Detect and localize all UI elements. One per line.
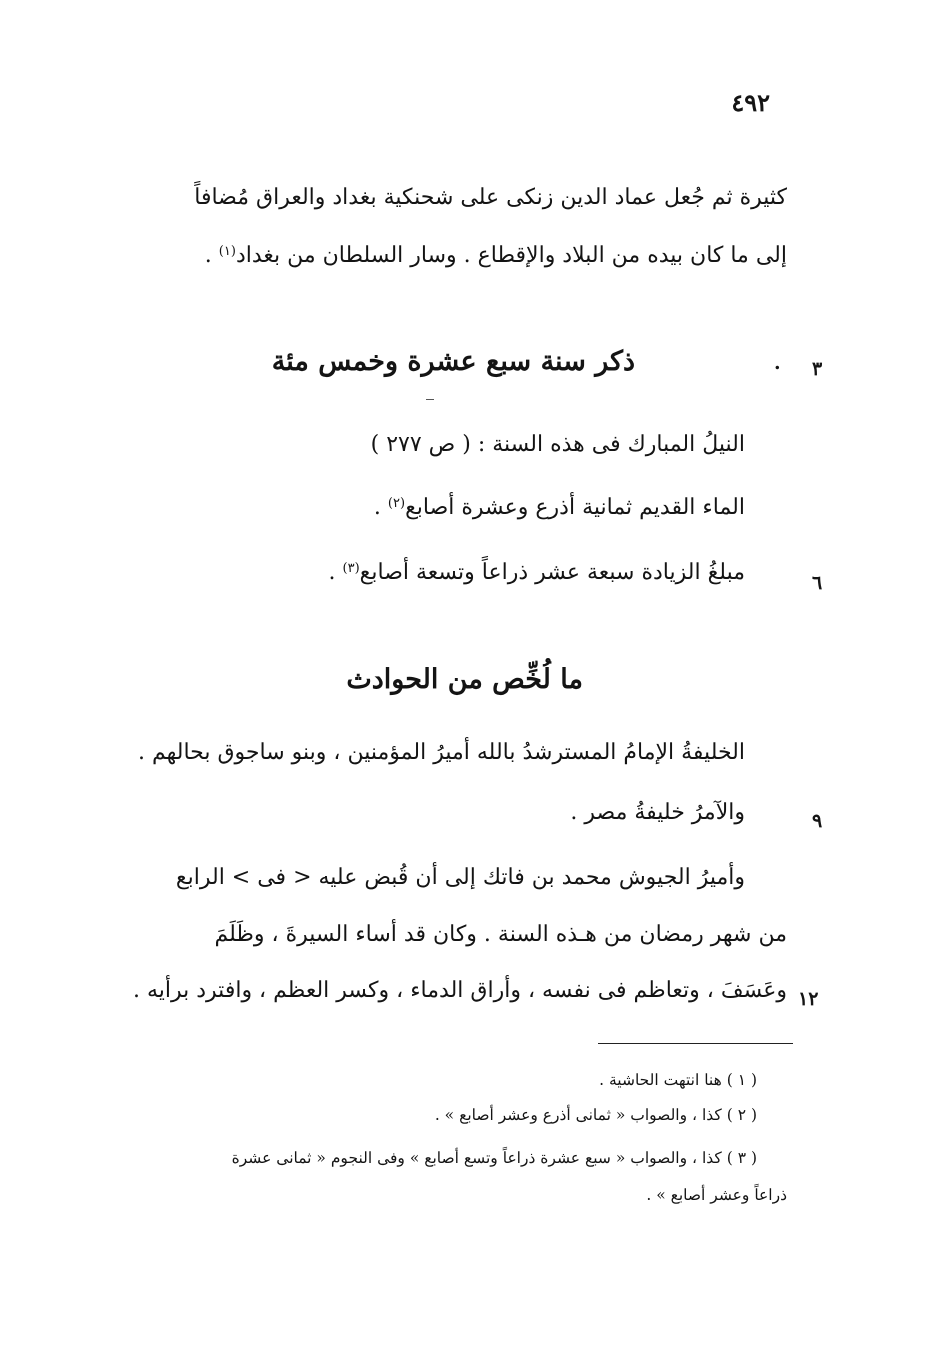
events-line-2: والآمرُ خليفةُ مصر . bbox=[570, 800, 745, 825]
footnote-3-continued: ذراعاً وعشر أصابع » . bbox=[646, 1186, 787, 1204]
line-number-12: ١٢ bbox=[798, 988, 819, 1010]
footnote-ref-1: (١) bbox=[218, 244, 236, 259]
nile-line-2-end: . bbox=[373, 495, 381, 520]
footnote-3: ( ٣ ) كذا ، والصواب « سبع عشرة ذراعاً وتسع أصابع » وفى النجوم « ثمانى عشرة bbox=[231, 1149, 757, 1167]
nile-line-3 bbox=[329, 560, 745, 585]
nile-line-3-body: مبلغُ الزيادة سبعة عشر ذراعاً وتسعة أصابع bbox=[359, 560, 745, 585]
footnote-ref-3: (٣) bbox=[342, 561, 360, 576]
text-line-2 bbox=[205, 243, 787, 268]
section-heading-year: ذكر سنة سبع عشرة وخمس مئة bbox=[271, 346, 635, 377]
nile-line-2-body: الماء القديم ثمانية أذرع وعشرة أصابع bbox=[405, 495, 745, 520]
events-line-4: من شهر رمضان من هـذه السنة . وكان قد أساء السيرةَ ، وظَلَمَ bbox=[214, 922, 787, 947]
footnote-2: ( ٢ ) كذا ، والصواب « ثمانى أذرع وعشر أصابع » . bbox=[434, 1106, 757, 1124]
events-line-1: الخليفةُ الإمامُ المسترشدُ بالله أميرُ المؤمنين ، وبنو ساجوق بحالهم . bbox=[138, 740, 745, 765]
section-heading-events: ما لُخِّص من الحوادث bbox=[346, 664, 583, 695]
line-number-9: ٩ bbox=[812, 810, 823, 832]
footnote-separator bbox=[598, 1043, 793, 1044]
events-line-5: وعَسَفَ ، وتعاظم فى نفسه ، وأراق الدماء ، وكسر العظم ، وافترد برأيه . bbox=[132, 978, 787, 1003]
nile-line-1: النيلُ المبارك فى هذه السنة : ( ص ٢٧٧ ) bbox=[370, 432, 745, 457]
text-line-2-end: . bbox=[204, 243, 212, 268]
nile-line-3-end: . bbox=[328, 560, 336, 585]
events-line-3: وأميرُ الجيوش محمد بن فاتك إلى أن قُبض عليه < فى > الرابع bbox=[175, 865, 745, 890]
line-number-3: ٣ bbox=[812, 358, 823, 380]
footnote-ref-2: (٢) bbox=[387, 496, 406, 511]
text-line-2-body: إلى ما كان بيده من البلاد والإقطاع . وسار السلطان من بغداد bbox=[235, 243, 787, 268]
text-line-1: كثيرة ثم جُعل عماد الدين زنكى على شحنكية بغداد والعراق مُضافاً bbox=[194, 185, 787, 210]
heading-dot: . bbox=[774, 352, 781, 374]
footnote-1: ( ١ ) هنا انتهت الحاشية . bbox=[599, 1071, 757, 1089]
heading-ornament bbox=[426, 399, 434, 400]
nile-line-2 bbox=[374, 495, 745, 520]
line-number-6: ٦ bbox=[812, 572, 823, 594]
page-number: ٤٩٢ bbox=[731, 88, 770, 117]
